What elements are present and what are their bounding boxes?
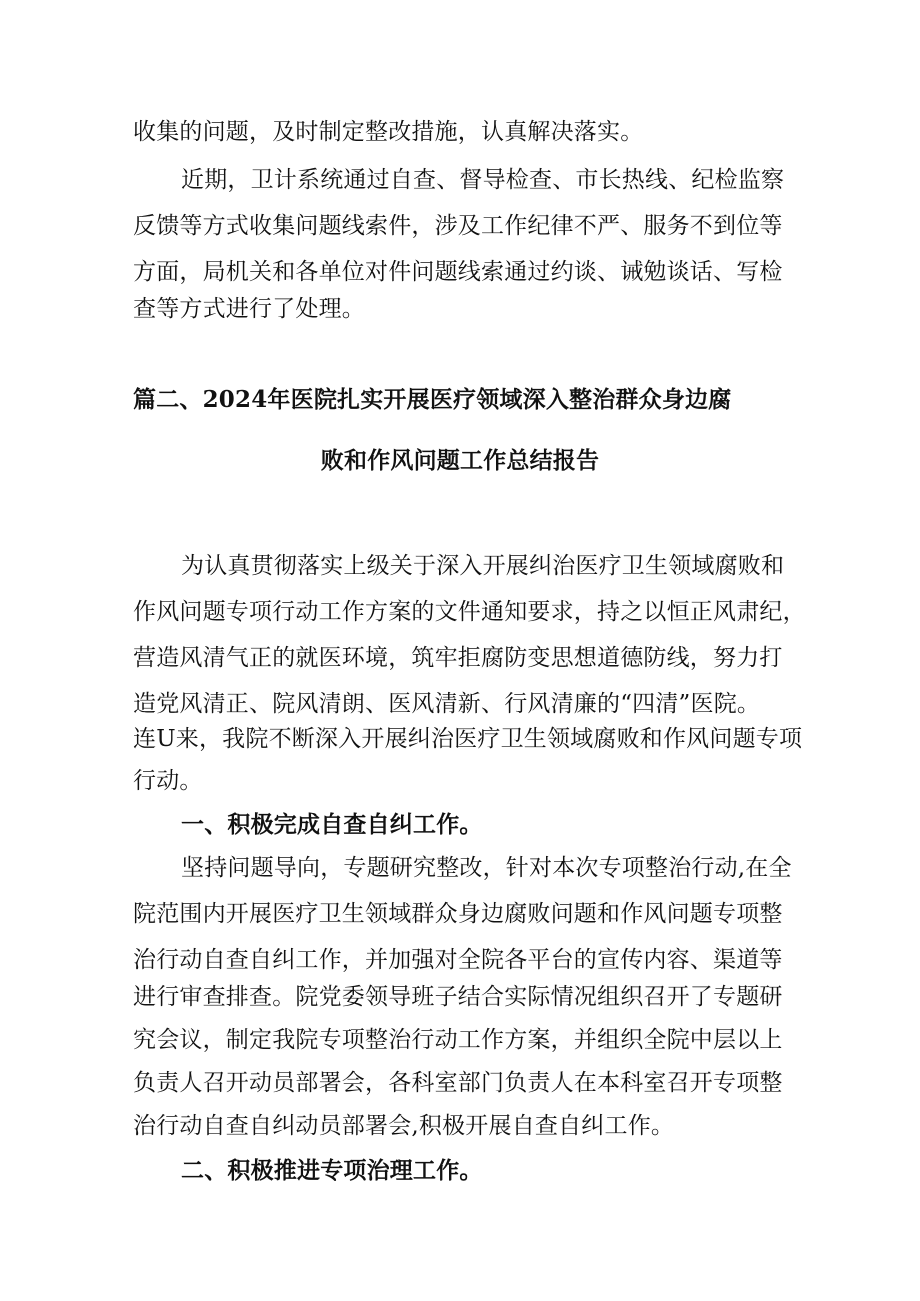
paragraph-line: 近期，卫计系统通过自查、督导检查、市长热线、纪检监察 [181,167,785,193]
paragraph-line: 进行审查排查。院党委领导班子结合实际情况组织召开了专题研 [133,984,783,1010]
paragraph-line: 方面，局机关和各单位对件问题线索通过约谈、诫勉谈话、写检 [133,259,783,285]
section-heading-1: 一、积极完成自查自纠工作。 [181,811,483,838]
paragraph-line: 连U来，我院不断深入开展纠治医疗卫生领域腐败和作风问题专项 [133,726,803,752]
document-title-line-1: 篇二、2024年医院扎实开展医疗领域深入整治群众身边腐 [133,386,732,413]
paragraph-line: 行动。 [133,768,203,794]
paragraph-line: 查等方式进行了处理。 [133,296,365,322]
paragraph-line: 为认真贯彻落实上级关于深入开展纠治医疗卫生领域腐败和 [181,553,785,579]
paragraph-line: 究会议，制定我院专项整治行动工作方案，并组织全院中层以上 [133,1027,783,1053]
paragraph-line: 反馈等方式收集问题线索件，涉及工作纪律不严、服务不到位等 [133,213,783,239]
paragraph-line: 造党风清正、院风清朗、医风清新、行风清廉的“四清”医院。 [133,691,761,717]
paragraph-line: 坚持问题导向，专题研究整改，针对本次专项整治行动,在全 [181,855,792,881]
section-heading-2: 二、积极推进专项治理工作。 [181,1157,483,1184]
paragraph-line: 院范围内开展医疗卫生领域群众身边腐败问题和作风问题专项整 [133,901,783,927]
paragraph-line: 收集的问题，及时制定整改措施，认真解决落实。 [133,119,644,145]
paragraph-line: 营造风清气正的就医环境，筑牢拒腐防变思想道德防线，努力打 [133,645,783,671]
document-title-line-2: 败和作风问题工作总结报告 [320,447,600,474]
paragraph-line: 作风问题专项行动工作方案的文件通知要求，持之以恒正风肃纪， [133,599,806,625]
paragraph-line: 治行动自查自纠动员部署会,积极开展自查自纠工作。 [133,1113,675,1139]
paragraph-line: 治行动自查自纠工作，并加强对全院各平台的宣传内容、渠道等 [133,947,783,973]
paragraph-line: 负责人召开动员部署会，各科室部门负责人在本科室召开专项整 [133,1070,783,1096]
